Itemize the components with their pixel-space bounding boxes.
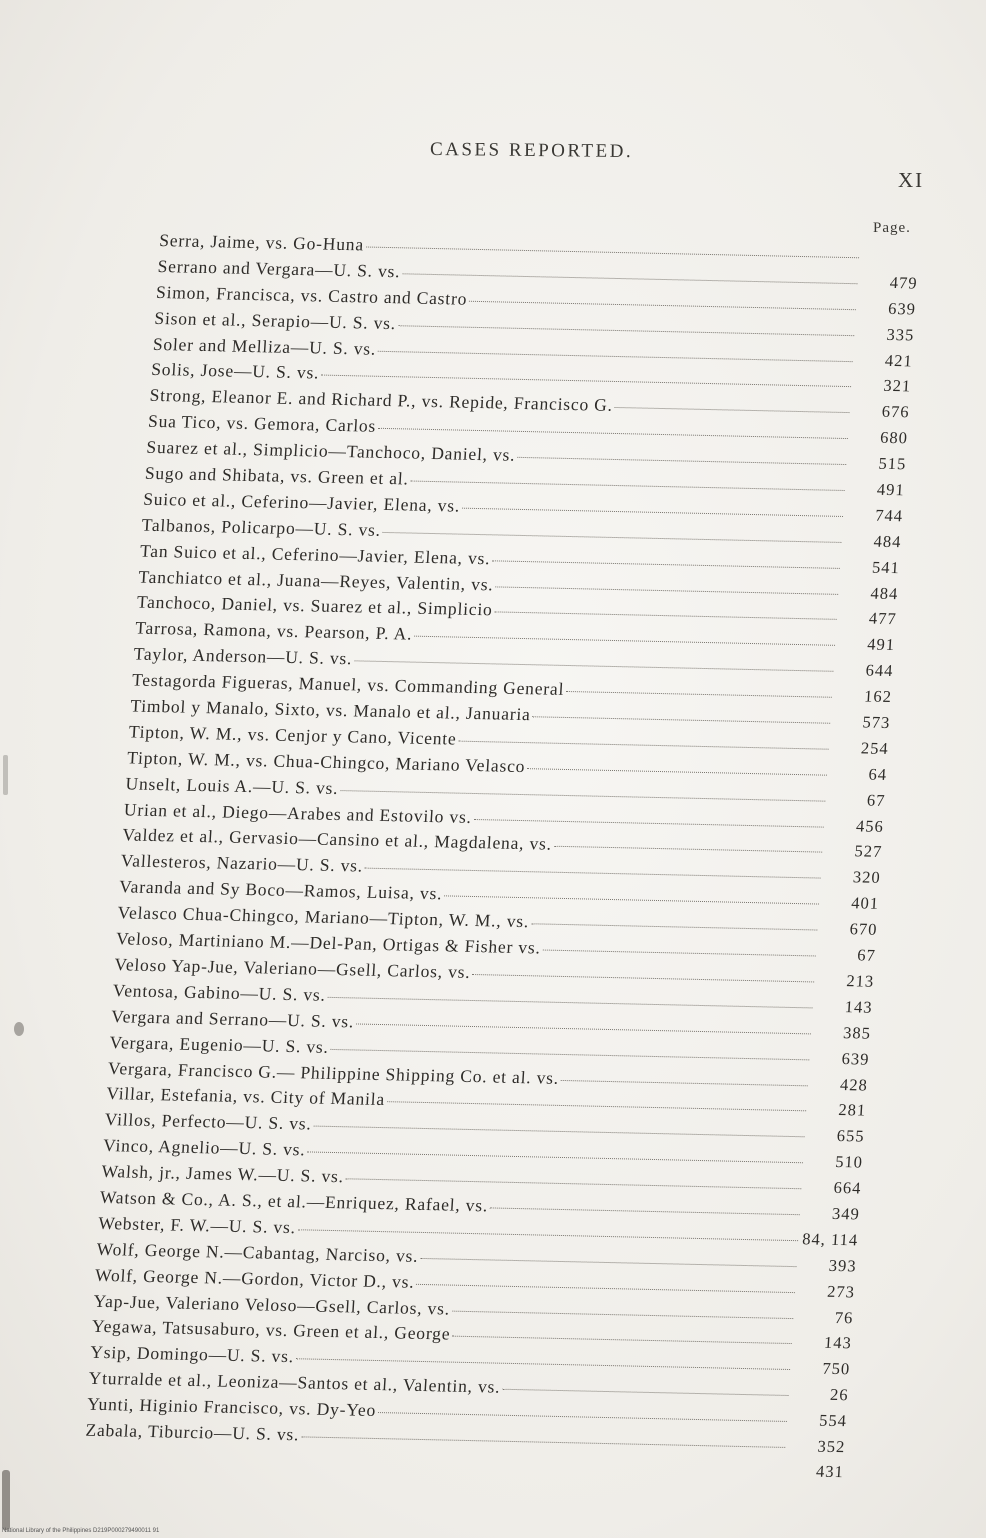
dot-leader — [402, 273, 857, 284]
dot-leader — [387, 1102, 806, 1112]
scan-smudge — [3, 755, 8, 795]
dot-leader — [517, 457, 846, 465]
page-reference: 744 — [874, 505, 904, 526]
case-name: Villos, Perfecto—U. S. vs. — [104, 1109, 313, 1134]
dot-leader — [365, 868, 821, 879]
page-reference: 254 — [860, 738, 890, 758]
page-reference: 680 — [879, 428, 909, 448]
case-name: Tipton, W. M., vs. Chua-Chingco, Mariano Velasco — [126, 747, 526, 776]
page-reference: 541 — [871, 557, 901, 577]
page-reference: 320 — [852, 867, 882, 888]
page-reference — [863, 261, 919, 262]
dot-leader — [298, 1229, 798, 1241]
dot-leader — [366, 246, 859, 258]
page-reference: 428 — [839, 1074, 869, 1095]
case-name: Sugo and Shibata, vs. Green et al. — [144, 462, 410, 489]
case-name: Walsh, jr., James W.—U. S. vs. — [101, 1161, 345, 1187]
case-name: Vergara and Serrano—U. S. vs. — [110, 1005, 355, 1032]
case-name: Tarrosa, Ramona, vs. Pearson, P. A. — [134, 617, 413, 644]
page-reference: 421 — [884, 350, 914, 371]
case-name: Tanchiatco et al., Juana—Reyes, Valentin, vs. — [137, 566, 495, 594]
case-name: Talbanos, Policarpo—U. S. vs. — [141, 514, 382, 540]
dot-leader — [492, 560, 840, 569]
case-name: Villar, Estefania, vs. City of Manila — [105, 1083, 386, 1110]
page-reference: 676 — [881, 402, 911, 422]
case-name: Tan Suico et al., Ceferino—Javier, Elena, vs. — [139, 540, 492, 568]
dot-leader — [328, 997, 813, 1009]
page-reference: 393 — [828, 1255, 858, 1276]
page-reference: 213 — [845, 971, 875, 991]
page-column-label: Page. — [873, 220, 911, 236]
page-reference: 67 — [856, 945, 877, 965]
case-name: Vallesteros, Nazario—U. S. vs. — [120, 850, 364, 876]
case-name: Ysip, Domingo—U. S. vs. — [89, 1342, 295, 1367]
page-reference: 352 — [817, 1436, 846, 1457]
dot-leader — [452, 1336, 792, 1344]
case-name: Watson & Co., A. S., et al.—Enriquez, Rafael, vs. — [99, 1186, 489, 1216]
dot-leader — [414, 636, 835, 646]
page-reference: 484 — [869, 583, 899, 603]
case-name: Tipton, W. M., vs. Cenjor y Cano, Vicente — [128, 721, 458, 749]
page-reference: 573 — [861, 712, 891, 733]
case-name: Velasco Chua-Chingco, Mariano—Tipton, W. M., vs. — [117, 902, 530, 932]
dot-leader — [321, 375, 851, 388]
page-reference: 515 — [878, 453, 907, 474]
case-name: Testagorda Figueras, Manuel, vs. Commanding General — [131, 669, 565, 700]
page-reference: 639 — [841, 1048, 871, 1069]
page-reference: 335 — [886, 324, 915, 345]
dot-leader — [307, 1152, 803, 1164]
dot-leader — [444, 896, 819, 905]
page-reference: 401 — [850, 893, 880, 914]
dot-leader — [398, 325, 854, 336]
dot-leader — [462, 508, 843, 517]
dot-leader — [420, 1258, 796, 1267]
dot-leader — [527, 768, 827, 776]
case-name: Valdez et al., Gervasio—Cansino et al., Magdalena, vs. — [121, 824, 553, 855]
page-reference: 750 — [821, 1359, 851, 1379]
case-name: Veloso Yap-Jue, Valeriano—Gsell, Carlos, vs. — [113, 954, 472, 982]
page-reference: 84, 114 — [801, 1229, 859, 1250]
page-reference: 64 — [867, 764, 888, 784]
page-reference: 527 — [853, 841, 883, 862]
dot-leader — [474, 819, 824, 828]
case-name: Varanda and Sy Boco—Ramos, Luisa, vs. — [118, 876, 443, 904]
dot-leader — [378, 1412, 787, 1422]
page-reference: 143 — [823, 1333, 853, 1353]
case-name: Sison et al., Serapio—U. S. vs. — [153, 307, 397, 333]
page-reference: 554 — [818, 1410, 848, 1431]
page-reference: 477 — [868, 609, 898, 629]
case-name: Wolf, George N.—Gordon, Victor D., vs. — [94, 1264, 416, 1292]
dot-leader — [331, 1049, 810, 1060]
page-reference: 644 — [865, 660, 895, 681]
dot-leader — [494, 612, 836, 620]
scan-smudge — [2, 1470, 10, 1530]
page-reference: 162 — [863, 686, 893, 707]
case-name: Soler and Melliza—U. S. vs. — [152, 333, 377, 359]
case-name: Solis, Jose—U. S. vs. — [150, 359, 320, 383]
dot-leader — [301, 1436, 785, 1448]
running-head: CASES REPORTED. — [429, 138, 634, 163]
page-reference: 281 — [837, 1100, 867, 1120]
page-reference: 76 — [834, 1307, 854, 1327]
dot-leader — [543, 950, 816, 957]
case-name: Vergara, Eugenio—U. S. vs. — [109, 1031, 330, 1057]
case-name: Zabala, Tiburcio—U. S. vs. — [84, 1419, 300, 1445]
page-reference: 639 — [887, 298, 917, 319]
case-name: Vergara, Francisco G.— Philippine Shipping Co. et al. vs. — [107, 1057, 560, 1088]
page-reference: 479 — [889, 272, 919, 293]
case-name: Yunti, Higinio Francisco, vs. Dy-Yeo — [86, 1393, 377, 1421]
case-name: Taylor, Anderson—U. S. vs. — [133, 643, 353, 669]
page-reference: 273 — [826, 1281, 856, 1302]
dot-leader — [314, 1126, 805, 1138]
page-reference: 491 — [866, 634, 896, 655]
case-name: Yturralde et al., Leoniza—Santos et al., Valentin, vs. — [88, 1367, 502, 1397]
case-name: Webster, F. W.—U. S. vs. — [97, 1212, 297, 1238]
case-name: Wolf, George N.—Cabantag, Narciso, vs. — [96, 1238, 420, 1266]
dot-leader — [554, 846, 822, 853]
page-reference: 655 — [836, 1126, 866, 1146]
dot-leader — [296, 1359, 790, 1371]
page-reference: 456 — [855, 815, 885, 836]
page-reference: 664 — [833, 1177, 862, 1198]
dot-leader — [490, 1207, 800, 1215]
case-name: Strong, Eleanor E. and Richard P., vs. Repide, Francisco G. — [149, 385, 614, 416]
page-reference: 670 — [849, 919, 879, 939]
scan-credit: National Library of the Philippines D219P000279490011 91 — [2, 1528, 160, 1534]
dot-leader — [411, 481, 845, 491]
scan-smudge — [14, 1022, 24, 1036]
page-reference: 67 — [866, 790, 887, 810]
dot-leader — [533, 716, 831, 723]
case-name: Sua Tico, vs. Gemora, Carlos — [147, 411, 377, 436]
dot-leader — [346, 1178, 802, 1189]
page-number-roman: XI — [898, 168, 925, 192]
dot-leader — [615, 407, 850, 413]
case-name: Simon, Francisca, vs. Castro and Castro — [155, 281, 468, 309]
page-reference: 510 — [834, 1152, 864, 1172]
case-name: Tanchoco, Daniel, vs. Suarez et al., Simplicio — [136, 592, 494, 620]
case-name: Suico et al., Ceferino—Javier, Elena, vs. — [142, 488, 461, 516]
dot-leader — [378, 428, 848, 439]
dot-leader — [472, 974, 814, 982]
page-reference: 26 — [829, 1385, 850, 1405]
dot-leader — [495, 586, 838, 594]
page-reference: 491 — [876, 479, 906, 500]
case-name: Serrano and Vergara—U. S. vs. — [157, 255, 402, 282]
case-name: Serra, Jaime, vs. Go-Huna — [158, 230, 365, 255]
dot-leader — [356, 1023, 811, 1034]
case-name: Urian et al., Diego—Arabes and Estovilo vs. — [123, 798, 473, 827]
page-reference: 484 — [873, 531, 903, 552]
case-name: Vinco, Agnelio—U. S. vs. — [102, 1135, 307, 1160]
page-reference: 321 — [882, 376, 912, 396]
dot-leader — [416, 1283, 795, 1292]
case-name: Yegawa, Tatsusaburo, vs. Green et al., George — [91, 1316, 451, 1344]
page-reference: 349 — [831, 1203, 861, 1224]
dot-leader — [340, 790, 825, 802]
case-name: Ventosa, Gabino—U. S. vs. — [112, 979, 327, 1005]
dot-leader — [378, 350, 853, 361]
dot-leader — [561, 1079, 808, 1085]
cases-index-list — [83, 230, 920, 1488]
page-reference: 385 — [842, 1022, 872, 1043]
dot-leader — [531, 923, 817, 930]
case-name: Unselt, Louis A.—U. S. vs. — [125, 773, 340, 798]
dot-leader — [458, 741, 828, 750]
page-reference: 431 — [815, 1461, 845, 1482]
case-name: Timbol y Manalo, Sixto, vs. Manalo et al., Januaria — [129, 695, 532, 725]
case-name: Veloso, Martiniano M.—Del-Pan, Ortigas & Fisher vs. — [115, 928, 542, 958]
dot-leader — [566, 691, 832, 698]
case-name: Yap-Jue, Valeriano Veloso—Gsell, Carlos, vs. — [92, 1290, 451, 1319]
dot-leader — [354, 661, 833, 672]
dot-leader — [469, 301, 856, 310]
dot-leader — [383, 532, 842, 543]
page-reference: 143 — [844, 996, 874, 1017]
case-name: Suarez et al., Simplicio—Tanchoco, Daniel, vs. — [145, 436, 517, 465]
dot-leader — [452, 1310, 793, 1318]
dot-leader — [502, 1389, 788, 1396]
